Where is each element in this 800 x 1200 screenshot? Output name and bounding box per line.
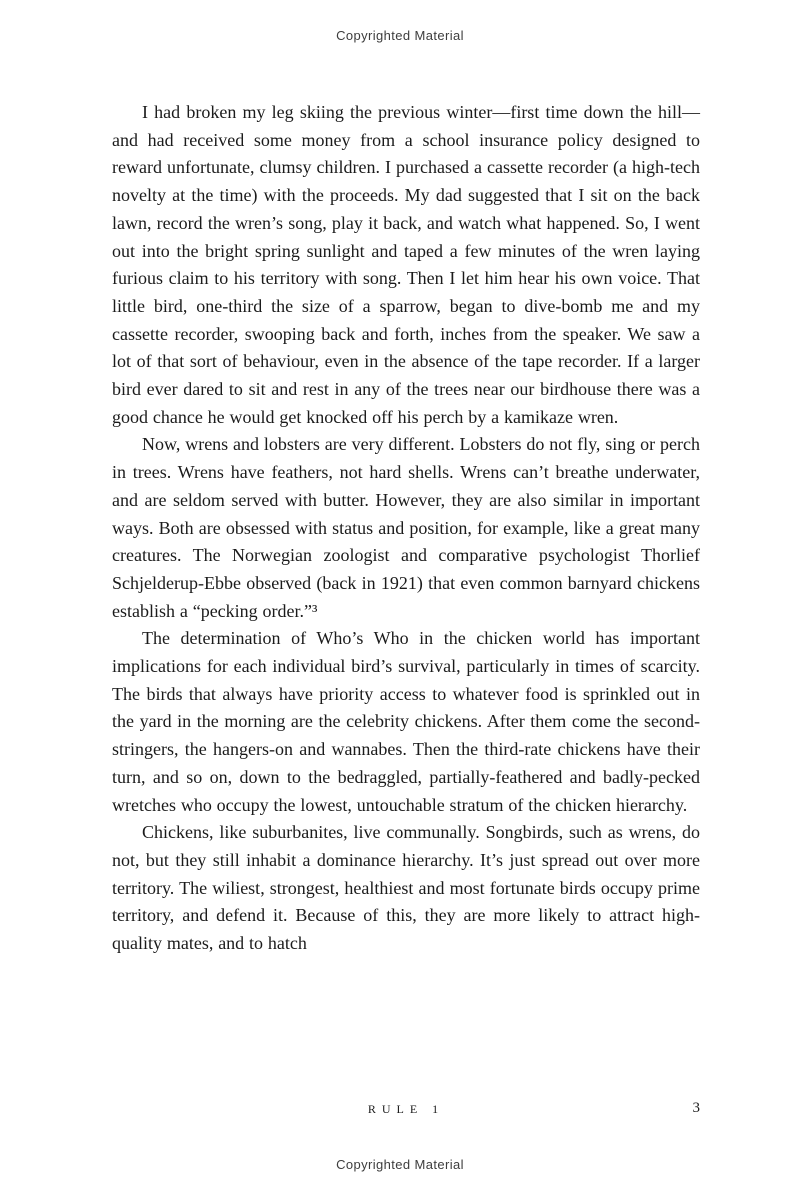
running-footer: RULE 1 [367, 1102, 445, 1116]
paragraph: Now, wrens and lobsters are very different. Lobsters do not fly, sing or perch in trees. Wrens have feathers, not hard shells. Wrens can’t breathe underwater, and are seldom served with butter. However, they are also similar in important ways. Both are obsessed with status and position, for example, like a great many creatures. The Norwegian zoologist and comparative psychologist Thorlief Schjelderup-Ebbe observed (back in 1921) that even common barnyard chickens establish a “pecking order.”³ [112, 434, 700, 621]
page-number: 3 [692, 1100, 700, 1116]
paragraph: The determination of Who’s Who in the chicken world has important implications for each individual bird’s survival, particularly in times of scarcity. The birds that always have priority access to whatever food is sprinkled out in the yard in the morning are the celebrity chickens. After them come the second-stringers, the hangers-on and wannabes. Then the third-rate chickens have their turn, and so on, down to the bedraggled, partially-feathered and badly-pecked wretches who occupy the lowest, untouchable stratum of the chicken hierarchy. [112, 628, 700, 815]
paragraph: Chickens, like suburbanites, live communally. Songbirds, such as wrens, do not, but they still inhabit a dominance hierarchy. It’s just spread out over more territory. The wiliest, strongest, healthiest and most fortunate birds occupy prime territory, and defend it. Because of this, they are more likely to attract high-quality mates, and to hatch [112, 822, 700, 954]
page-footer [112, 1102, 700, 1124]
paragraph: I had broken my leg skiing the previous winter—first time down the hill—and had received some money from a school insurance policy designed to reward unfortunate, clumsy children. I purchased a cassette recorder (a high-tech novelty at the time) with the proceeds. My dad suggested that I sit on the back lawn, record the wren’s song, play it back, and watch what happened. So, I went out into the bright spring sunlight and taped a few minutes of the wren laying furious claim to his territory with song. Then I let him hear his own voice. That little bird, one-third the size of a sparrow, began to dive-bomb me and my cassette recorder, swooping back and forth, inches from the speaker. We saw a lot of that sort of behaviour, even in the absence of the tape recorder. If a larger bird ever dared to sit and rest in any of the trees near our birdhouse there was a good chance he would get knocked off his perch by a kamikaze wren. [112, 102, 700, 427]
body-text [112, 99, 700, 958]
copyright-notice-top: Copyrighted Material [336, 28, 464, 43]
copyright-notice-bottom: Copyrighted Material [336, 1157, 464, 1172]
